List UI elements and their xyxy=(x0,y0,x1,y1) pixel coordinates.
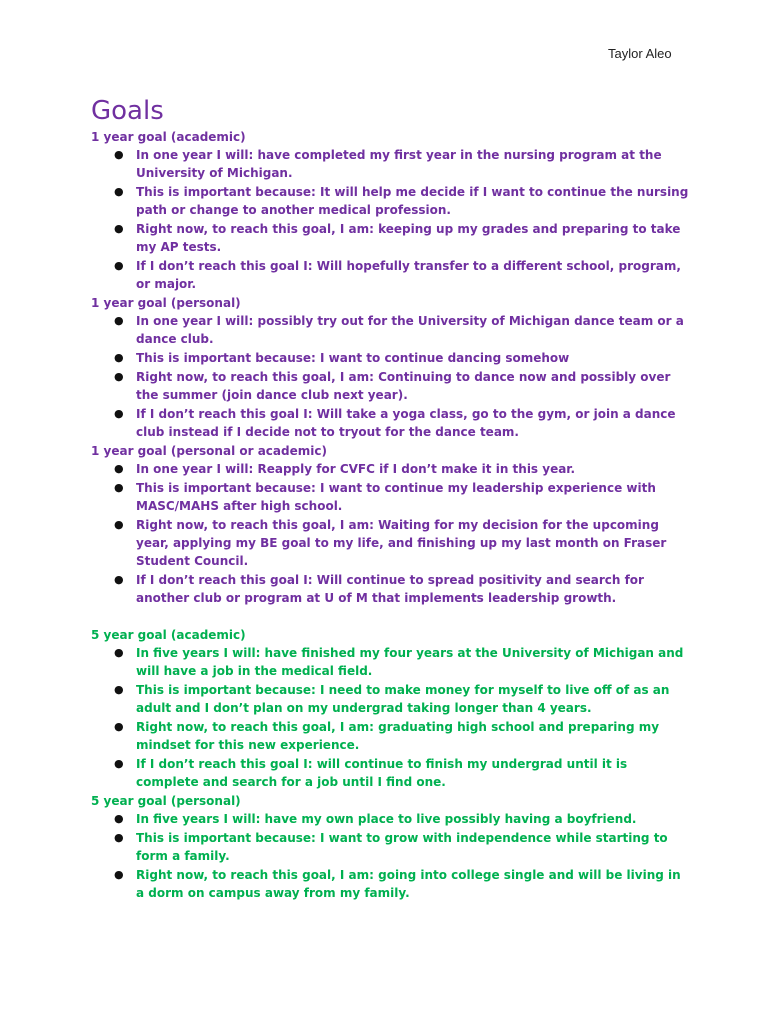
bullet-icon: ● xyxy=(114,314,124,327)
list-item xyxy=(91,866,691,902)
list-item xyxy=(91,368,691,404)
bullet-icon: ● xyxy=(114,259,124,272)
list-item-text: In one year I will: Reapply for CVFC if I don’t make it in this year. xyxy=(136,462,576,476)
list-item-text: This is important because: I want to continue dancing somehow xyxy=(136,351,570,365)
list-item xyxy=(91,755,691,791)
list-item-text: This is important because: I want to grow with independence while starting to form a family. xyxy=(136,831,668,863)
section-heading: 5 year goal (personal) xyxy=(91,794,241,808)
bullet-icon: ● xyxy=(114,370,124,383)
bullet-icon: ● xyxy=(114,573,124,586)
section-spacer xyxy=(91,608,691,626)
list-item xyxy=(91,183,691,219)
list-item-text: Right now, to reach this goal, I am: keeping up my grades and preparing to take my AP tests. xyxy=(136,222,681,254)
list-item-text: If I don’t reach this goal I: Will hopefully transfer to a different school, program, or major. xyxy=(136,259,681,291)
list-item-text: Right now, to reach this goal, I am: going into college single and will be living in a dorm on campus away from my family. xyxy=(136,868,681,900)
list-item xyxy=(91,681,691,717)
list-item-text: Right now, to reach this goal, I am: Continuing to dance now and possibly over the summer (join dance club next year). xyxy=(136,370,671,402)
section-heading: 5 year goal (academic) xyxy=(91,628,246,642)
list-item-text: This is important because: It will help me decide if I want to continue the nursing path or change to another medical profession. xyxy=(136,185,689,217)
goal-section xyxy=(91,792,691,902)
list-item xyxy=(91,257,691,293)
bullet-icon: ● xyxy=(114,868,124,881)
page-title: Goals xyxy=(91,96,164,126)
list-item-text: Right now, to reach this goal, I am: Waiting for my decision for the upcoming year, applying my BE goal to my life, and finishing up my last month on Fraser Student Council. xyxy=(136,518,667,568)
bullet-list xyxy=(91,460,691,607)
goal-section xyxy=(91,294,691,441)
bullet-icon: ● xyxy=(114,185,124,198)
author-name: Taylor Aleo xyxy=(608,46,672,61)
bullet-icon: ● xyxy=(114,831,124,844)
list-item-text: If I don’t reach this goal I: will continue to finish my undergrad until it is complete and search for a job until I find one. xyxy=(136,757,628,789)
bullet-icon: ● xyxy=(114,757,124,770)
list-item xyxy=(91,571,691,607)
bullet-icon: ● xyxy=(114,812,124,825)
section-heading: 1 year goal (personal or academic) xyxy=(91,444,327,458)
section-heading: 1 year goal (personal) xyxy=(91,296,241,310)
list-item-text: Right now, to reach this goal, I am: graduating high school and preparing my mindset for this new experience. xyxy=(136,720,660,752)
bullet-icon: ● xyxy=(114,462,124,475)
list-item xyxy=(91,405,691,441)
bullet-icon: ● xyxy=(114,720,124,733)
list-item xyxy=(91,479,691,515)
goal-section xyxy=(91,626,691,791)
list-item xyxy=(91,349,691,367)
goal-section xyxy=(91,128,691,293)
bullet-icon: ● xyxy=(114,148,124,161)
bullet-list xyxy=(91,810,691,902)
bullet-list xyxy=(91,312,691,441)
list-item xyxy=(91,146,691,182)
list-item xyxy=(91,220,691,256)
list-item xyxy=(91,718,691,754)
list-item xyxy=(91,312,691,348)
bullet-icon: ● xyxy=(114,407,124,420)
list-item-text: In five years I will: have finished my four years at the University of Michigan and will have a job in the medical field. xyxy=(136,646,684,678)
list-item-text: In one year I will: possibly try out for the University of Michigan dance team or a dance club. xyxy=(136,314,684,346)
bullet-icon: ● xyxy=(114,518,124,531)
document-body xyxy=(91,96,691,903)
bullet-icon: ● xyxy=(114,481,124,494)
list-item-text: This is important because: I need to make money for myself to live off of as an adult and I don’t plan on my undergrad taking longer than 4 years. xyxy=(136,683,670,715)
bullet-icon: ● xyxy=(114,222,124,235)
list-item-text: This is important because: I want to continue my leadership experience with MASC/MAHS after high school. xyxy=(136,481,656,513)
list-item xyxy=(91,516,691,570)
list-item xyxy=(91,460,691,478)
list-item-text: If I don’t reach this goal I: Will continue to spread positivity and search for another club or program at U of M that implements leadership growth. xyxy=(136,573,644,605)
bullet-icon: ● xyxy=(114,351,124,364)
list-item xyxy=(91,829,691,865)
bullet-list xyxy=(91,644,691,791)
bullet-list xyxy=(91,146,691,293)
list-item xyxy=(91,644,691,680)
bullet-icon: ● xyxy=(114,683,124,696)
bullet-icon: ● xyxy=(114,646,124,659)
list-item-text: In five years I will: have my own place to live possibly having a boyfriend. xyxy=(136,812,637,826)
list-item-text: If I don’t reach this goal I: Will take a yoga class, go to the gym, or join a dance club instead if I decide not to tryout for the dance team. xyxy=(136,407,676,439)
goal-section xyxy=(91,442,691,607)
list-item xyxy=(91,810,691,828)
list-item-text: In one year I will: have completed my first year in the nursing program at the University of Michigan. xyxy=(136,148,662,180)
section-heading: 1 year goal (academic) xyxy=(91,130,246,144)
